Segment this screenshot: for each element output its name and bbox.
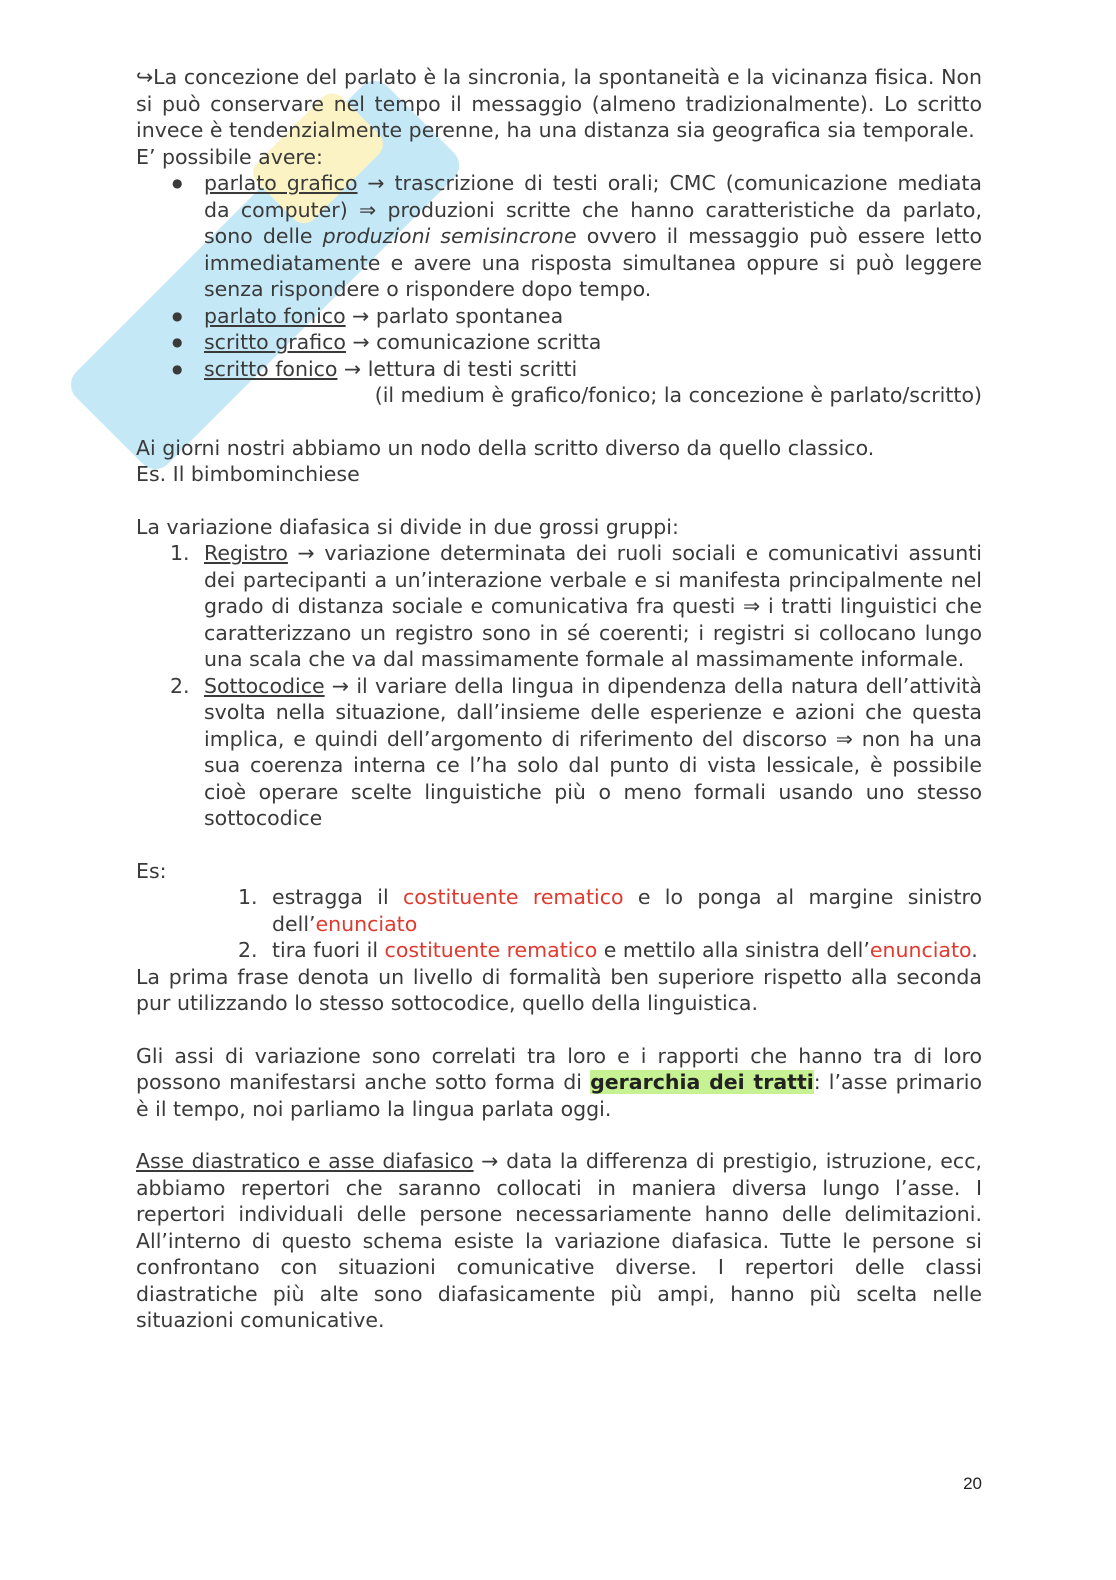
list-item: 1. estragga il costituente rematico e lo ponga al margine sinistro dell’enunciato bbox=[238, 885, 982, 936]
list-item: ● scritto fonico → lettura di testi scritti bbox=[204, 356, 982, 383]
variazione-intro: La variazione diafasica si divide in due grossi gruppi: bbox=[136, 514, 679, 539]
group-term: Registro bbox=[204, 541, 288, 565]
nodo-paragraph: Ai giorni nostri abbiamo un nodo della scritto diverso da quello classico. bbox=[136, 435, 875, 460]
possible-label: E’ possibile avere: bbox=[136, 144, 323, 169]
section-term: Asse diastratico e asse diafasico bbox=[136, 1149, 474, 1173]
list-item: 2. Sottocodice → il variare della lingua in dipendenza della natura dell’attività svolta nella situazione, dall’insieme delle esperienze e azioni che questa implica, e quindi dell’argomento di riferimento del discorso ⇒ non ha una sua coerenza interna ce l’ha solo dal punto di vista lessicale, è possibile cioè operare scelte linguistiche più o meno formali usando uno stesso sottocodice bbox=[170, 673, 982, 830]
es-label: Es: bbox=[136, 858, 167, 883]
medium-note: (il medium è grafico/fonico; la concezione è parlato/scritto) bbox=[374, 383, 982, 407]
highlight: gerarchia dei tratti bbox=[590, 1070, 814, 1094]
assi-paragraph: Gli assi di variazione sono correlati tra loro e i rapporti che hanno tra di loro possono manifestarsi anche sotto forma di gerarchia dei tratti: l’asse primario è il tempo, noi parliamo la lingua parlata oggi. bbox=[136, 1043, 982, 1121]
medium-list bbox=[136, 170, 982, 382]
groups-list bbox=[136, 540, 982, 832]
example-line: Es. Il bimbominchiese bbox=[136, 462, 360, 486]
list-item: ● parlato grafico → trascrizione di testi orali; CMC (comunicazione mediata da computer) ⇒ produzioni scritte che hanno caratteristiche da parlato, sono delle produzioni semisincrone ovvero il messaggio può essere letto immediatamente e avere una risposta simultanea oppure si può leggere senza rispondere o rispondere dopo tempo. bbox=[204, 170, 982, 303]
main-text bbox=[136, 64, 982, 1334]
bullet-term: parlato grafico bbox=[204, 171, 358, 195]
list-item: ● parlato fonico → parlato spontanea bbox=[204, 303, 982, 330]
intro-paragraph: ↪La concezione del parlato è la sincronia, la spontaneità e la vicinanza fisica. Non si può conservare nel tempo il messaggio (almeno tradizionalmente). Lo scritto invece è tendenzialmente perenne, ha una distanza sia geografica sia temporale. bbox=[136, 65, 982, 142]
list-item: 2. tira fuori il costituente rematico e mettilo alla sinistra dell’enunciato. bbox=[238, 938, 978, 962]
bullet-term: scritto fonico bbox=[204, 356, 338, 381]
list-item: ● scritto grafico → comunicazione scritta bbox=[204, 329, 982, 356]
bullet-term: scritto grafico bbox=[204, 330, 346, 354]
bullet-term: parlato fonico bbox=[204, 303, 346, 328]
list-item: 1. Registro → variazione determinata dei ruoli sociali e comunicativi assunti dei partecipanti a un’interazione verbale e si manifesta principalmente nel grado di distanza sociale e comunicativa fra questi ⇒ i tratti linguistici che caratterizzano un registro sono in sé coerenti; i registri si collocano lungo una scala che va dal massimamente formale al massimamente informale. bbox=[170, 541, 982, 671]
diastratico-paragraph: Asse diastratico e asse diafasico → data la differenza di prestigio, istruzione, ecc, abbiamo repertori che saranno collocati in maniera diversa lungo l’asse. I repertori individuali delle persone necessariamente hanno delle delimitazioni. All’interno di questo schema esiste la variazione diafasica. Tutte le persone si confrontano con situazioni comunicative diverse. I repertori delle classi diastratiche più alte sono diafasicamente più ampi, hanno più scelta nelle situazioni comunicative. bbox=[136, 1149, 982, 1332]
examples-list bbox=[136, 884, 982, 964]
formality-paragraph: La prima frase denota un livello di formalità ben superiore rispetto alla seconda pur utilizzando lo stesso sottocodice, quello della linguistica. bbox=[136, 964, 982, 1015]
page-number: 20 bbox=[963, 1474, 982, 1493]
group-term: Sottocodice bbox=[204, 673, 325, 698]
